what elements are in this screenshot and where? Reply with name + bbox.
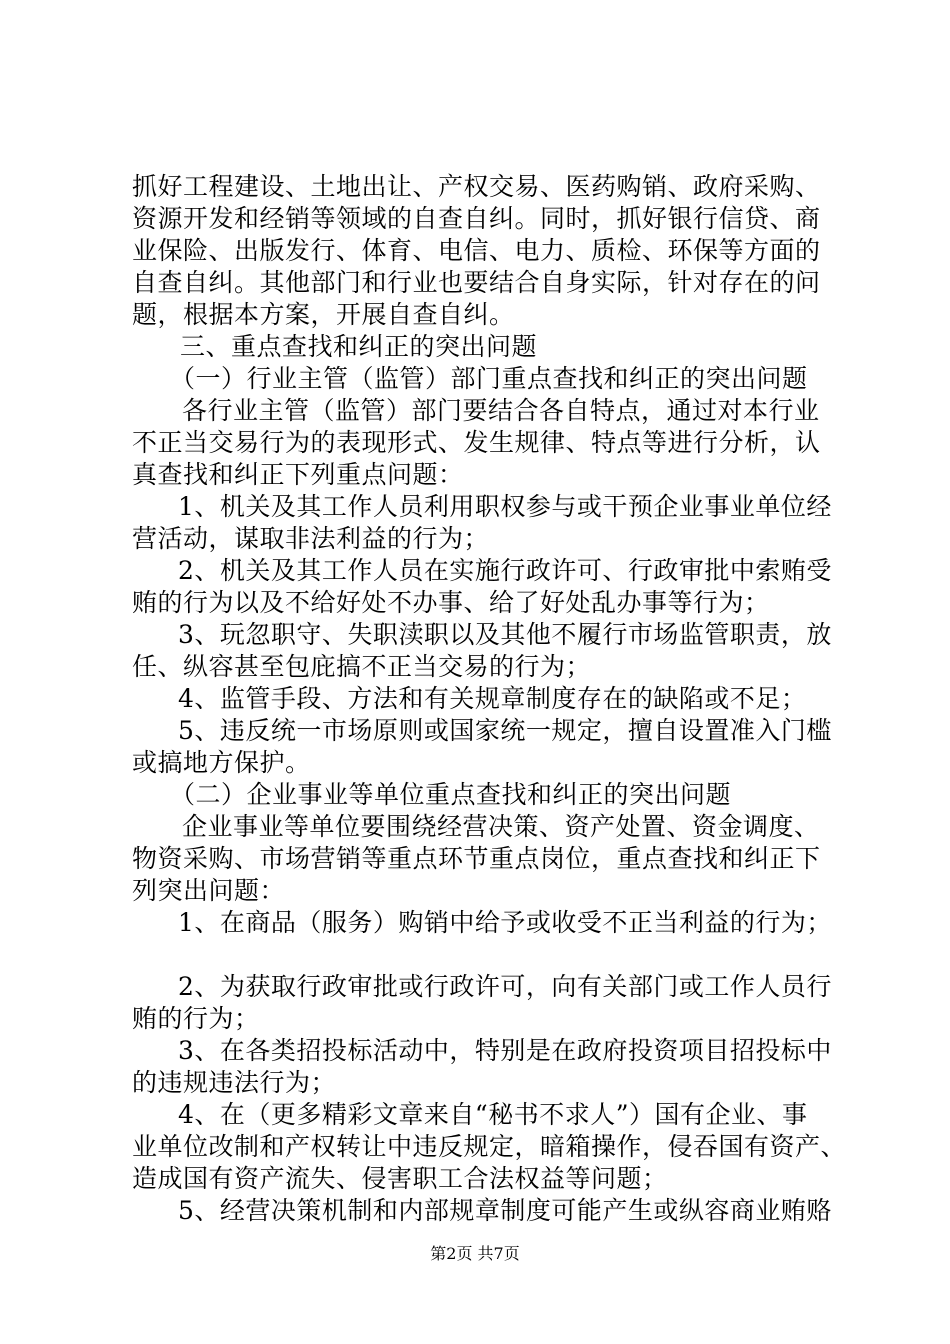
text-line: 或搞地方保护。 [132, 748, 311, 777]
list-item: 4、监管手段、方法和有关规章制度存在的缺陷或不足； [178, 684, 807, 713]
list-item: 4、在（更多精彩文章来自“秘书不求人”）国有企业、事 [178, 1100, 808, 1129]
text-line: 的违规违法行为； [132, 1068, 337, 1097]
list-item: 5、经营决策机制和内部规章制度可能产生或纵容商业贿赂 [178, 1196, 832, 1225]
text-line: 造成国有资产流失、侵害职工合法权益等问题； [132, 1164, 668, 1193]
subsection-heading: （一）行业主管（监管）部门重点查找和纠正的突出问题 [170, 364, 808, 393]
text-line: 营活动，谋取非法利益的行为； [132, 524, 490, 553]
subsection-heading: （二）企业事业等单位重点查找和纠正的突出问题 [170, 780, 732, 809]
text-line: 任、纵容甚至包庇搞不正当交易的行为； [132, 652, 592, 681]
list-item: 2、为获取行政审批或行政许可，向有关部门或工作人员行 [178, 972, 832, 1001]
list-item: 5、违反统一市场原则或国家统一规定，擅自设置准入门槛 [178, 716, 832, 745]
text-line: 不正当交易行为的表现形式、发生规律、特点等进行分析，认 [132, 428, 821, 457]
text-line: 自查自纠。其他部门和行业也要结合自身实际，针对存在的问 [132, 268, 821, 297]
text-line: 列突出问题： [132, 876, 286, 905]
list-item: 2、机关及其工作人员在实施行政许可、行政审批中索贿受 [178, 556, 832, 585]
list-item: 1、机关及其工作人员利用职权参与或干预企业事业单位经 [178, 492, 832, 521]
list-item: 1、在商品（服务）购销中给予或收受不正当利益的行为； [178, 908, 832, 937]
page-number-footer: 第2页 共7页 [430, 1244, 520, 1263]
text-line: 贿的行为以及不给好处不办事、给了好处乱办事等行为； [132, 588, 770, 617]
text-line: 业保险、出版发行、体育、电信、电力、质检、环保等方面的 [132, 236, 821, 265]
list-item: 3、玩忽职守、失职渎职以及其他不履行市场监管职责，放 [178, 620, 832, 649]
list-item: 3、在各类招投标活动中，特别是在政府投资项目招投标中 [178, 1036, 832, 1065]
text-line: 业单位改制和产权转让中违反规定，暗箱操作，侵吞国有资产、 [132, 1132, 847, 1161]
section-heading: 三、重点查找和纠正的突出问题 [180, 332, 538, 361]
text-line: 贿的行为； [132, 1004, 260, 1033]
text-line: 题，根据本方案，开展自查自纠。 [132, 300, 515, 329]
text-line: 抓好工程建设、土地出让、产权交易、医药购销、政府采购、 [132, 172, 821, 201]
text-line: 各行业主管（监管）部门要结合各自特点，通过对本行业 [182, 396, 820, 425]
text-line: 真查找和纠正下列重点问题： [132, 460, 464, 489]
text-line: 资源开发和经销等领域的自查自纠。同时，抓好银行信贷、商 [132, 204, 821, 233]
text-line: 企业事业等单位要围绕经营决策、资产处置、资金调度、 [182, 812, 820, 841]
text-line: 物资采购、市场营销等重点环节重点岗位，重点查找和纠正下 [132, 844, 821, 873]
